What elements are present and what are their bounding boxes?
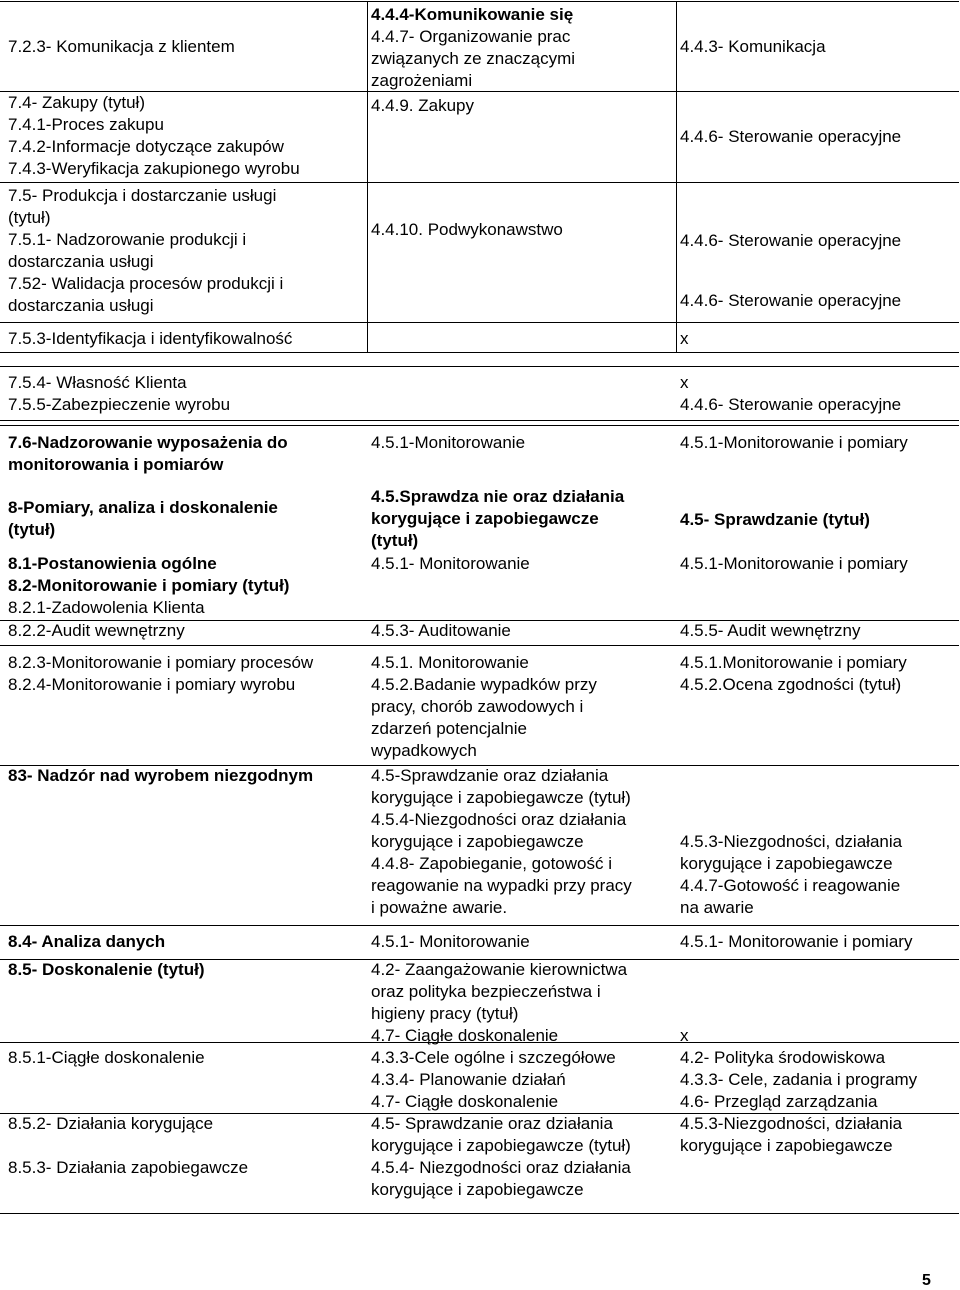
cell-text-line: 4.5.1- Monitorowanie <box>371 554 530 573</box>
cell-text-line: x <box>680 329 689 348</box>
cell-text-line: 4.4.6- Sterowanie operacyjne <box>680 127 902 146</box>
cell-env-clause <box>680 372 901 416</box>
cell-text-line: 4.6- Przegląd zarządzania <box>680 1092 878 1111</box>
cell-text-line: 7.52- Walidacja procesów produkcji i <box>8 274 284 293</box>
cell-text-line: 4.4.6- Sterowanie operacyjne <box>680 231 902 250</box>
table-rule <box>0 352 959 353</box>
cell-ohsas-clause <box>8 959 204 981</box>
cell-ohsas-clause <box>8 1047 205 1069</box>
cell-text-line: x <box>680 1026 689 1045</box>
cell-env-clause <box>680 831 902 919</box>
cell-text-line: 8.2.1-Zadowolenia Klienta <box>8 598 205 617</box>
cell-text-line: 8.2.2-Audit wewnętrzny <box>8 621 185 640</box>
cell-ohsas-clause <box>8 92 300 180</box>
cell-text-line: korygujące i zapobiegawcze <box>680 1136 893 1155</box>
cell-ohsas-clause <box>8 652 313 696</box>
cell-ohsas-clause <box>8 931 165 953</box>
cell-iso-clause <box>371 652 597 762</box>
cell-text-line: 8.5.2- Działania korygujące <box>8 1114 214 1133</box>
cell-text-line: 4.5.3-Niezgodności, działania <box>680 832 903 851</box>
cell-text-line: korygujące i zapobiegawcze <box>371 509 599 528</box>
cell-env-clause <box>680 432 908 454</box>
page-number: 5 <box>922 1272 931 1289</box>
cell-text-line: 4.4.10. Podwykonawstwo <box>371 220 563 239</box>
cell-text-line: (tytuł) <box>8 208 51 227</box>
cell-text-line: zagrożeniami <box>371 71 473 90</box>
cell-text-line: 4.5.1- Monitorowanie <box>371 932 530 951</box>
cell-env-clause <box>680 1047 917 1113</box>
cell-text-line: korygujące i zapobiegawcze <box>371 1180 584 1199</box>
cell-iso-clause <box>371 1113 631 1201</box>
cell-text-line: 4.4.6- Sterowanie operacyjne <box>680 395 902 414</box>
cell-text-line: 4.2- Zaangażowanie kierownictwa <box>371 960 628 979</box>
cell-text-line: korygujące i zapobiegawcze (tytuł) <box>371 1136 631 1155</box>
cell-text-line: 4.5- Sprawdzanie oraz działania <box>371 1114 613 1133</box>
cell-text-line: 4.7- Ciągłe doskonalenie <box>371 1026 559 1045</box>
cell-iso-clause <box>371 95 474 117</box>
cell-env-clause <box>680 36 826 58</box>
cell-env-clause <box>680 620 860 642</box>
cell-ohsas-clause <box>8 372 230 416</box>
cell-ohsas-clause <box>8 620 185 642</box>
cell-iso-clause <box>371 219 563 241</box>
cell-text-line: 8.5- Doskonalenie (tytuł) <box>8 960 205 979</box>
cell-text-line: 7.2.3- Komunikacja z klientem <box>8 37 235 56</box>
cell-text-line: 4.5.1.Monitorowanie i pomiary <box>680 653 907 672</box>
cell-text-line: 8.5.1-Ciągłe doskonalenie <box>8 1048 205 1067</box>
cell-ohsas-clause <box>8 36 235 58</box>
cell-text-line: korygujące i zapobiegawcze (tytuł) <box>371 788 631 807</box>
cell-text-line: 4.4.4-Komunikowanie się <box>371 5 574 24</box>
cell-ohsas-clause <box>8 432 288 476</box>
table-rule <box>0 1213 959 1214</box>
cell-iso-clause <box>371 486 624 552</box>
cell-text-line: 7.5.5-Zabezpieczenie wyrobu <box>8 395 231 414</box>
cell-text-line: 8.2.4-Monitorowanie i pomiary wyrobu <box>8 675 296 694</box>
cell-text-line: 4.4.8- Zapobieganie, gotowość i <box>371 854 612 873</box>
cell-text-line: 8.1-Postanowienia ogólne <box>8 554 217 573</box>
cell-text-line: 4.4.3- Komunikacja <box>680 37 826 56</box>
cell-text-line: związanych ze znaczącymi <box>371 49 576 68</box>
cell-text-line: 4.5.4- Niezgodności oraz działania <box>371 1158 631 1177</box>
cell-ohsas-clause <box>8 1113 213 1135</box>
table-rule <box>0 366 959 367</box>
cell-ohsas-clause <box>8 497 278 541</box>
cell-text-line: 8.4- Analiza danych <box>8 932 166 951</box>
cell-text-line: 4.5.4-Niezgodności oraz działania <box>371 810 627 829</box>
cell-env-clause <box>680 290 901 312</box>
cell-iso-clause <box>371 432 525 454</box>
cell-ohsas-clause <box>8 765 313 787</box>
cell-iso-clause <box>371 765 632 919</box>
table-rule <box>0 182 959 183</box>
cell-text-line: 83- Nadzór nad wyrobem niezgodnym <box>8 766 314 785</box>
cell-iso-clause <box>371 931 530 953</box>
cell-text-line: 7.4.3-Weryfikacja zakupionego wyrobu <box>8 159 300 178</box>
cell-env-clause <box>680 230 901 252</box>
cell-ohsas-clause <box>8 553 289 619</box>
cell-env-clause <box>680 509 870 531</box>
table-rule <box>0 425 959 426</box>
cell-text-line: korygujące i zapobiegawcze <box>371 832 584 851</box>
cell-text-line: 4.5.1-Monitorowanie i pomiary <box>680 554 908 573</box>
cell-text-line: wypadkowych <box>371 741 477 760</box>
cell-env-clause <box>680 328 689 350</box>
cell-text-line: 7.4.1-Proces zakupu <box>8 115 164 134</box>
cell-text-line: 4.5.1- Monitorowanie i pomiary <box>680 932 913 951</box>
cell-text-line: dostarczania usługi <box>8 296 154 315</box>
cell-text-line: 8.2.3-Monitorowanie i pomiary procesów <box>8 653 314 672</box>
cell-text-line: na awarie <box>680 898 754 917</box>
cell-text-line: 7.6-Nadzorowanie wyposażenia do <box>8 433 288 452</box>
cell-text-line: 4.3.3- Cele, zadania i programy <box>680 1070 918 1089</box>
cell-text-line: 4.3.4- Planowanie działań <box>371 1070 566 1089</box>
cell-text-line: 7.4.2-Informacje dotyczące zakupów <box>8 137 284 156</box>
cell-ohsas-clause <box>8 185 283 317</box>
column-rule <box>367 1 368 352</box>
cell-text-line: (tytuł) <box>8 520 56 539</box>
cell-text-line: 4.4.7-Gotowość i reagowanie <box>680 876 901 895</box>
cell-text-line: 4.5.3- Auditowanie <box>371 621 511 640</box>
cell-ohsas-clause <box>8 328 292 350</box>
cell-text-line: 4.7- Ciągłe doskonalenie <box>371 1092 559 1111</box>
cell-iso-clause <box>371 620 511 642</box>
cell-text-line: i poważne awarie. <box>371 898 508 917</box>
table-rule <box>0 1 959 2</box>
cell-iso-clause <box>371 553 530 575</box>
cell-env-clause <box>680 553 908 575</box>
cell-iso-clause <box>371 959 627 1047</box>
cell-text-line: 4.5.5- Audit wewnętrzny <box>680 621 861 640</box>
column-rule <box>676 1 677 352</box>
cell-text-line: 7.5.4- Własność Klienta <box>8 373 187 392</box>
cell-text-line: 4.3.3-Cele ogólne i szczegółowe <box>371 1048 616 1067</box>
cell-env-clause <box>680 126 901 148</box>
cell-text-line: reagowanie na wypadki przy pracy <box>371 876 632 895</box>
cell-text-line: 8.2-Monitorowanie i pomiary (tytuł) <box>8 576 290 595</box>
cell-env-clause <box>680 1113 902 1157</box>
cell-text-line: 4.5.Sprawdza nie oraz działania <box>371 487 625 506</box>
cell-text-line: 4.5.2.Ocena zgodności (tytuł) <box>680 675 902 694</box>
cell-text-line: 8-Pomiary, analiza i doskonalenie <box>8 498 278 517</box>
cell-text-line: 4.4.7- Organizowanie prac <box>371 27 571 46</box>
cell-text-line: 4.5.1-Monitorowanie <box>371 433 526 452</box>
cell-text-line: 4.2- Polityka środowiskowa <box>680 1048 886 1067</box>
cell-iso-clause <box>371 1047 616 1113</box>
cell-env-clause <box>680 652 907 696</box>
cell-text-line: 7.4- Zakupy (tytuł) <box>8 93 145 112</box>
cell-text-line: 4.5.2.Badanie wypadków przy <box>371 675 597 694</box>
cell-text-line: pracy, chorób zawodowych i <box>371 697 584 716</box>
cell-text-line: 4.5- Sprawdzanie (tytuł) <box>680 510 870 529</box>
cell-text-line: 8.5.3- Działania zapobiegawcze <box>8 1158 249 1177</box>
table-rule <box>0 322 959 323</box>
cell-text-line: dostarczania usługi <box>8 252 154 271</box>
cell-env-clause <box>680 931 912 953</box>
cell-text-line: higieny pracy (tytuł) <box>371 1004 519 1023</box>
cell-text-line: oraz polityka bezpieczeństwa i <box>371 982 601 1001</box>
cell-text-line: 4.5.3-Niezgodności, działania <box>680 1114 903 1133</box>
cell-text-line: 4.5.1-Monitorowanie i pomiary <box>680 433 908 452</box>
cell-text-line: 4.4.9. Zakupy <box>371 96 475 115</box>
cell-text-line: 4.4.6- Sterowanie operacyjne <box>680 291 902 310</box>
cell-iso-clause <box>371 4 575 92</box>
cell-ohsas-clause <box>8 1157 248 1179</box>
table-rule <box>0 645 959 646</box>
cell-text-line: (tytuł) <box>371 531 419 550</box>
cell-text-line: 7.5.3-Identyfikacja i identyfikowalność <box>8 329 293 348</box>
table-rule <box>0 420 959 421</box>
cell-text-line: x <box>680 373 689 392</box>
cell-text-line: 7.5.1- Nadzorowanie produkcji i <box>8 230 247 249</box>
cell-text-line: monitorowania i pomiarów <box>8 455 224 474</box>
cell-text-line: 4.5-Sprawdzanie oraz działania <box>371 766 609 785</box>
cell-text-line: 7.5- Produkcja i dostarczanie usługi <box>8 186 277 205</box>
cell-text-line: zdarzeń potencjalnie <box>371 719 527 738</box>
table-rule <box>0 925 959 926</box>
cell-text-line: korygujące i zapobiegawcze <box>680 854 893 873</box>
cell-text-line: 4.5.1. Monitorowanie <box>371 653 529 672</box>
cell-env-clause <box>680 1025 689 1047</box>
